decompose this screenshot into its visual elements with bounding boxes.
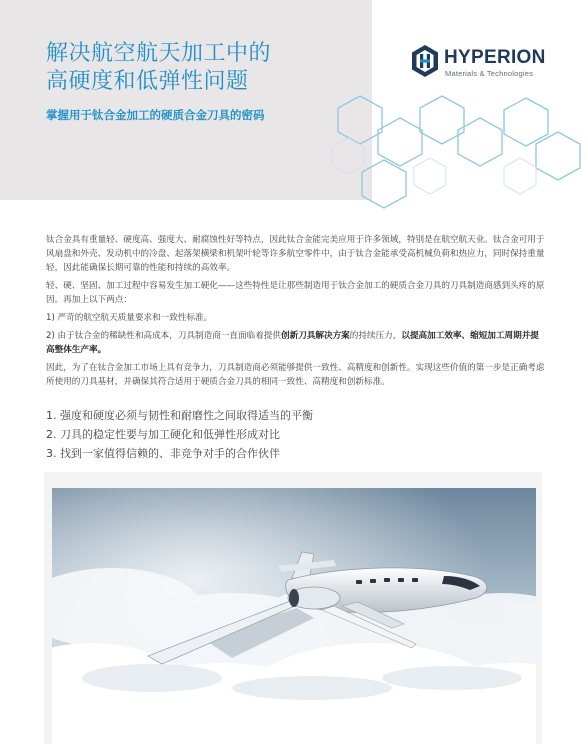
- paragraph-intro: 钛合金具有重量轻、硬度高、强度大、耐腐蚀性好等特点，因此钛合金能完美应用于许多领域，特别是在航空航天业。钛合金可用于风扇盘和外壳、发动机中的冷盘、起落架横梁和机架叶轮等许多航空零件中，由于钛合金能承受高机械负荷和热应力，同时保持重量轻，因此能确保长期可靠的性能和持续的高效率。: [46, 235, 545, 273]
- paragraph-point-2: [46, 329, 546, 357]
- jet-photo: [52, 488, 536, 744]
- logo-wordmark: HYPERION: [444, 47, 546, 68]
- point-2-bold-a: 创新刀具解决方案: [281, 331, 350, 341]
- title-line-2: 高硬度和低弹性问题: [46, 69, 249, 94]
- page-title: [46, 40, 346, 96]
- jet-above-clouds-image: [52, 488, 536, 744]
- paragraph-point-1: 1) 严苛的航空航天质量要求和一致性标准。: [46, 313, 213, 323]
- decorative-hexagons: [330, 88, 586, 218]
- list-item: 2. 刀具的稳定性要与加工硬化和低弹性形成对比: [46, 428, 280, 441]
- numbered-list: [46, 406, 546, 463]
- logo-tagline: Materials & Technologies: [445, 69, 534, 78]
- page-subtitle: 掌握用于钛合金加工的硬质合金刀具的密码: [46, 108, 265, 122]
- hyperion-logo: [410, 44, 560, 84]
- list-item: 1. 强度和硬度必须与韧性和耐磨性之间取得适当的平衡: [46, 409, 313, 422]
- list-item: 3. 找到一家值得信赖的、非竞争对手的合作伙伴: [46, 447, 280, 460]
- point-2-text-a: 2) 由于钛合金的稀缺性和高成本，刀具制造商一直面临着提供: [46, 331, 281, 341]
- hyperion-hex-logo-icon: [410, 44, 440, 78]
- point-2-bold-b: 以提高加工效率、缩短加工周期并提高整体生产率。: [46, 331, 539, 355]
- title-line-1: 解决航空航天加工中的: [46, 41, 272, 66]
- body-text: [46, 233, 546, 393]
- paragraph-conclusion: 因此，为了在钛合金加工市场上具有竞争力，刀具制造商必须能够提供一致性、高精度和创新性。实现这些价值的第一步是正确考虑所使用的刀具基材，并确保其符合适用于硬质合金刀具的相同一致性、高精度和创新标准。: [46, 363, 545, 387]
- point-2-text-b: 的持续压力，: [349, 331, 402, 341]
- paragraph-challenges: 轻、硬、坚固、加工过程中容易发生加工硬化——这些特性是让那些制造用于钛合金加工的硬质合金刀具的刀具制造商感到头疼的原因。再加上以下两点：: [46, 281, 545, 305]
